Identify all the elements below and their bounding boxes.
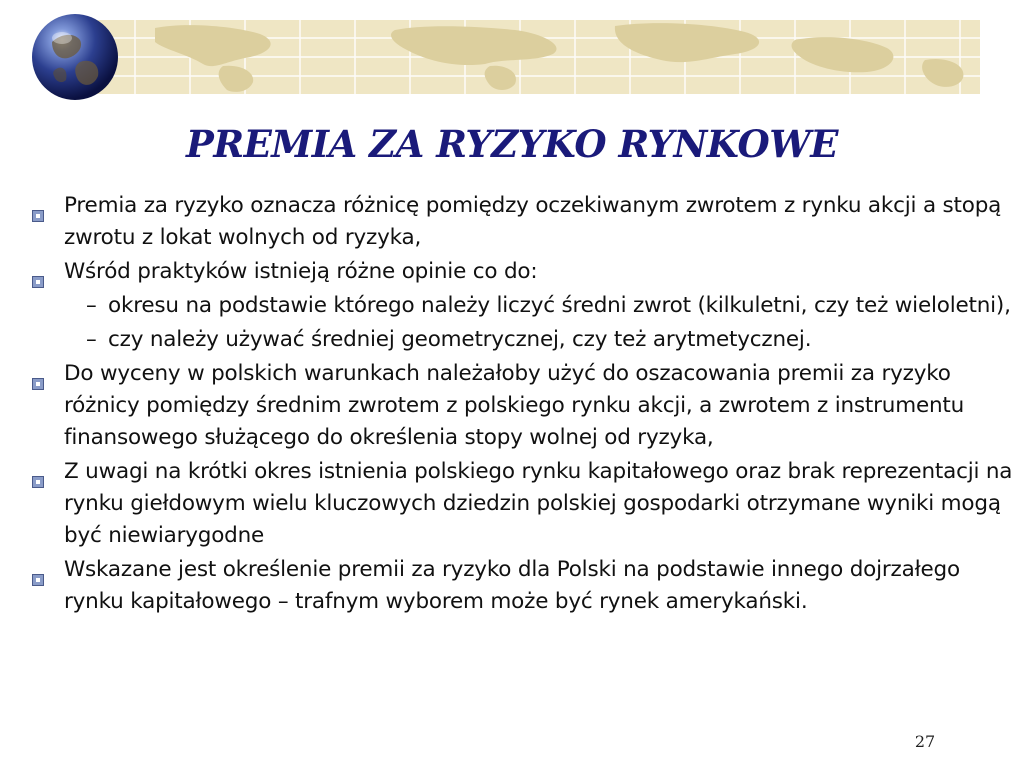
world-map-banner-icon (95, 20, 980, 94)
sub-bullet-text: okresu na podstawie którego należy liczyć średni zwrot (kilkuletni, czy też wieloletni), (108, 293, 1011, 318)
sub-bullet-text: czy należy używać średniej geometrycznej, czy też arytmetycznej. (108, 327, 812, 352)
bullet-text: Do wyceny w polskich warunkach należałoby użyć do oszacowania premii za ryzyko różnicy pomiędzy średnim zwrotem z polskiego rynku akcji, a zwrotem z instrumentu finansowego służącego do określenia stopy wolnej od ryzyka, (64, 361, 965, 450)
dash-bullet: – (86, 327, 97, 352)
sub-bullet-item (30, 324, 1015, 356)
bullet-text: Premia za ryzyko oznacza różnicę pomiędzy oczekiwanym zwrotem z rynku akcji a stopą zwrotu z lokat wolnych od ryzyka, (64, 193, 1002, 250)
page-number: 27 (914, 732, 936, 751)
square-bullet-icon (32, 266, 44, 278)
square-bullet-icon (32, 368, 44, 380)
globe-icon (30, 12, 120, 102)
bullet-text: Z uwagi na krótki okres istnienia polskiego rynku kapitałowego oraz brak reprezentacji na rynku giełdowym wielu kluczowych dziedzin polskiej gospodarki otrzymane wyniki mogą być niewiarygodne (64, 459, 1013, 548)
sub-bullet-item (30, 290, 1015, 322)
square-bullet-icon (32, 466, 44, 478)
bullet-item (30, 456, 1015, 552)
bullet-text: Wśród praktyków istnieją różne opinie co do: (64, 259, 538, 284)
bullet-item (30, 358, 1015, 454)
bullet-item (30, 190, 1015, 254)
slide-title: PREMIA ZA RYZYKO RYNKOWE (186, 122, 838, 166)
bullet-item (30, 256, 1015, 288)
dash-bullet: – (86, 293, 97, 318)
bullet-item (30, 554, 1015, 618)
bullet-text: Wskazane jest określenie premii za ryzyko dla Polski na podstawie innego dojrzałego rynku kapitałowego – trafnym wyborem może być rynek amerykański. (64, 557, 960, 614)
square-bullet-icon (32, 200, 44, 212)
square-bullet-icon (32, 564, 44, 576)
bullet-list (30, 190, 1015, 620)
